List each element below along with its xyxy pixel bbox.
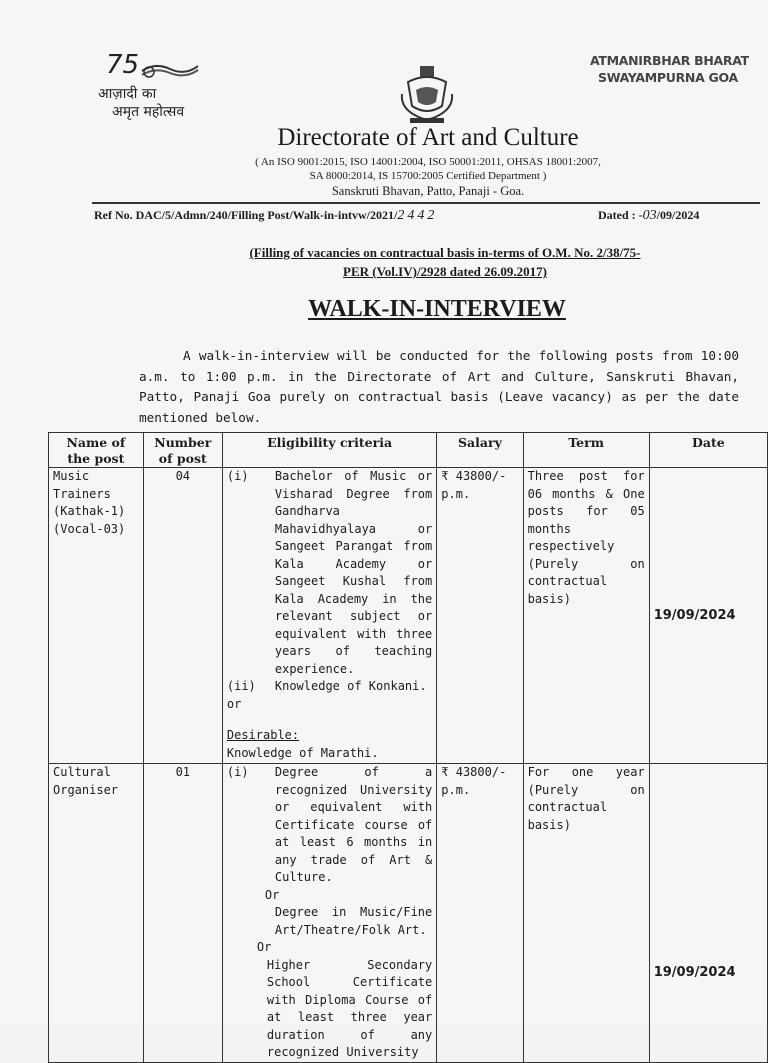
criteria-item <box>227 764 432 887</box>
table-row <box>49 468 768 764</box>
cell-date <box>649 764 767 1063</box>
cell-term: For one year (Purely on contractual basis) <box>523 764 649 1063</box>
criteria-text: Degree in Music/Fine Art/Theatre/Folk Art. <box>274 905 433 937</box>
criteria-or: Or <box>264 887 280 902</box>
address: Sanskruti Bhavan, Patto, Panaji - Goa. <box>331 184 525 198</box>
cert-line2: SA 8000:2014, IS 15700:2005 Certified Department ) <box>309 170 547 182</box>
cell-salary: ₹ 43800/- p.m. <box>437 468 523 764</box>
letterhead-title: Directorate of Art and Culture <box>277 124 579 151</box>
intro-paragraph <box>139 346 739 428</box>
logo-number: 75 <box>106 50 140 80</box>
cell-criteria <box>222 468 436 764</box>
criteria-text: Higher Secondary School Certificate with Diploma Course of at least three year duration of any recognized University <box>266 957 433 1059</box>
subject-line <box>150 243 740 281</box>
cell-salary: ₹ 43800/- p.m. <box>437 764 523 1063</box>
page-heading: WALK-IN-INTERVIEW <box>308 296 566 322</box>
flag-wave-icon <box>140 62 200 80</box>
header-post: Name of the post <box>49 433 144 468</box>
header-term: Term <box>523 433 649 468</box>
desirable-text: Knowledge of Marathi. <box>226 745 379 760</box>
criteria-number: (i) <box>226 765 249 779</box>
azadi-amrit-mahotsav-logo <box>96 48 211 118</box>
desirable-label: Desirable: <box>226 728 300 742</box>
vacancy-table <box>48 432 768 1063</box>
criteria-or: or <box>226 696 242 711</box>
table-header-row <box>49 433 768 468</box>
cell-number: 01 <box>143 764 222 1063</box>
dated-rest: /09/2024 <box>656 208 700 222</box>
goa-emblem-icon <box>398 64 456 124</box>
criteria-text: Degree of a recognized University or equivalent with Certificate course of at least 6 months in any trade of Art & Culture. <box>274 765 433 884</box>
header-criteria: Eligibility criteria <box>222 433 436 468</box>
dated-handwritten-day: 03 <box>642 208 657 223</box>
criteria-or: Or <box>256 940 272 954</box>
cell-criteria <box>222 764 436 1063</box>
header-number: Number of post <box>143 433 222 468</box>
badge-line1: ATMANIRBHAR BHARAT <box>590 53 749 68</box>
cell-number: 04 <box>143 468 222 764</box>
cell-post: Cultural Organiser <box>49 764 144 1063</box>
dated <box>598 208 699 224</box>
certification-text <box>0 155 768 183</box>
dated-label: Dated : - <box>598 208 643 222</box>
criteria-number: (i) <box>226 469 249 483</box>
atmanirbhar-bharat-badge <box>590 52 768 86</box>
header-date: Date <box>649 433 767 468</box>
table-row <box>49 764 768 1063</box>
subject-line2: PER (Vol.IV)/2928 dated 26.09.2017) <box>343 264 547 279</box>
criteria-item <box>227 678 432 696</box>
criteria-text: Bachelor of Music or Visharad Degree from Gandharva Mahavidhyalaya or Sangeet Parangat from Kala Academy or Sangeet Kushal from Kala Academy in the relevant subject or equivalent with three years of teaching experience. <box>274 469 433 676</box>
header-divider <box>92 202 760 204</box>
badge-line2: SWAYAMPURNA GOA <box>598 70 738 85</box>
header-salary: Salary <box>437 433 523 468</box>
reference-number <box>94 208 437 224</box>
criteria-number: (ii) <box>226 679 256 693</box>
logo-hindi-line1: आज़ादी का <box>98 86 157 102</box>
date-text: 19/09/2024 <box>653 965 736 980</box>
ref-label: Ref No. DAC/5/Admn/240/Filling Post/Walk-in-intvw/2021/ <box>94 208 398 222</box>
cell-term: Three post for 06 months & One posts for 05 months respectively (Purely on contractual basis) <box>523 468 649 764</box>
cell-date <box>649 468 767 764</box>
intro-text: A walk-in-interview will be conducted for the following posts from 10:00 a.m. to 1:00 p.m. in the Directorate of Art and Culture, Sanskruti Bhavan, Patto, Panaji Goa purely on contractual basis (Leave vacancy) as per the date mentioned below. <box>139 348 739 425</box>
cert-line1: ( An ISO 9001:2015, ISO 14001:2004, ISO 50001:2011, OHSAS 18001:2007, <box>255 156 601 168</box>
date-text: 19/09/2024 <box>653 607 736 623</box>
cell-post: Music Trainers (Kathak-1) (Vocal-03) <box>49 468 144 764</box>
criteria-item <box>227 468 432 678</box>
logo-hindi-line2: अमृत महोत्सव <box>112 104 185 120</box>
criteria-text: Knowledge of Konkani. <box>274 679 427 693</box>
ref-handwritten-number: 2442 <box>397 208 438 223</box>
subject-line1: (Filling of vacancies on contractual basis in-terms of O.M. No. 2/38/75- <box>249 245 641 260</box>
